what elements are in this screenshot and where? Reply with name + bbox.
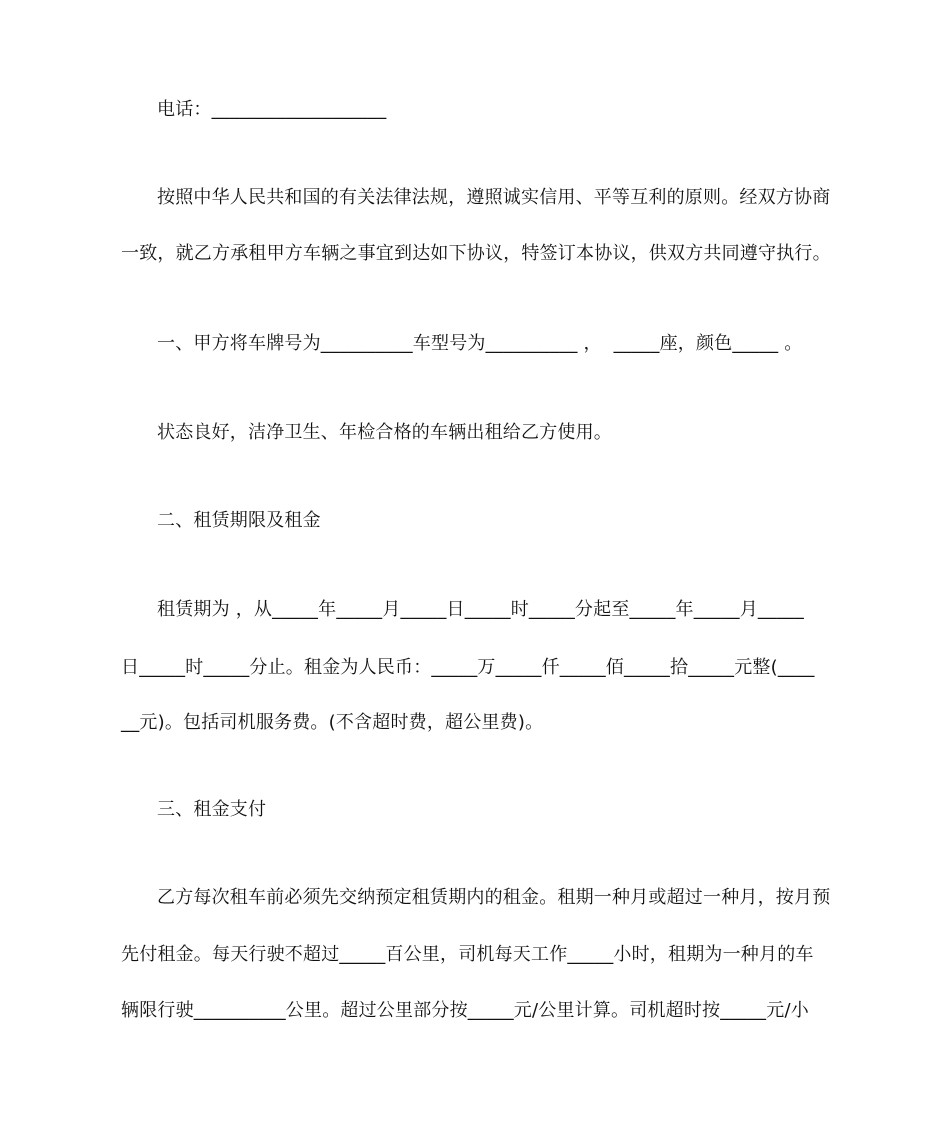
payment-line-2: 先付租金。每天行驶不超过_____百公里，司机每天工作_____小时，租期为一种月的车 <box>121 944 814 965</box>
lease-term-line-2: 日_____时_____分止。租金为人民币：_____万_____仟_____佰_____拾_____元整(____ <box>121 657 815 678</box>
preamble-line-2: 一致，就乙方承租甲方车辆之事宜到达如下协议，特签订本协议，供双方共同遵守执行。 <box>121 243 831 264</box>
vehicle-condition-line: 状态良好，洁净卫生、年检合格的车辆出租给乙方使用。 <box>157 422 612 443</box>
preamble-line-1: 按照中华人民共和国的有关法律法规，遵照诚实信用、平等互利的原则。经双方协商 <box>157 187 831 208</box>
clause-1-line: 一、甲方将车牌号为__________车型号为__________ ， _____座，颜色_____ 。 <box>157 333 803 354</box>
phone-line: 电话：___________________ <box>157 99 387 120</box>
lease-term-line-1: 租赁期为 ，从_____年_____月_____日_____时_____分起至_____年_____月_____ <box>157 599 804 620</box>
section-2-heading: 二、租赁期限及租金 <box>157 510 321 531</box>
lease-term-line-3: __元)。包括司机服务费。(不含超时费，超公里费)。 <box>121 712 544 733</box>
section-3-heading: 三、租金支付 <box>157 799 267 820</box>
payment-line-3: 辆限行驶__________公里。超过公里部分按_____元/公里计算。司机超时按_____元/小 <box>121 1000 809 1021</box>
payment-line-1: 乙方每次租车前必须先交纳预定租赁期内的租金。租期一种月或超过一种月，按月预 <box>157 887 831 908</box>
